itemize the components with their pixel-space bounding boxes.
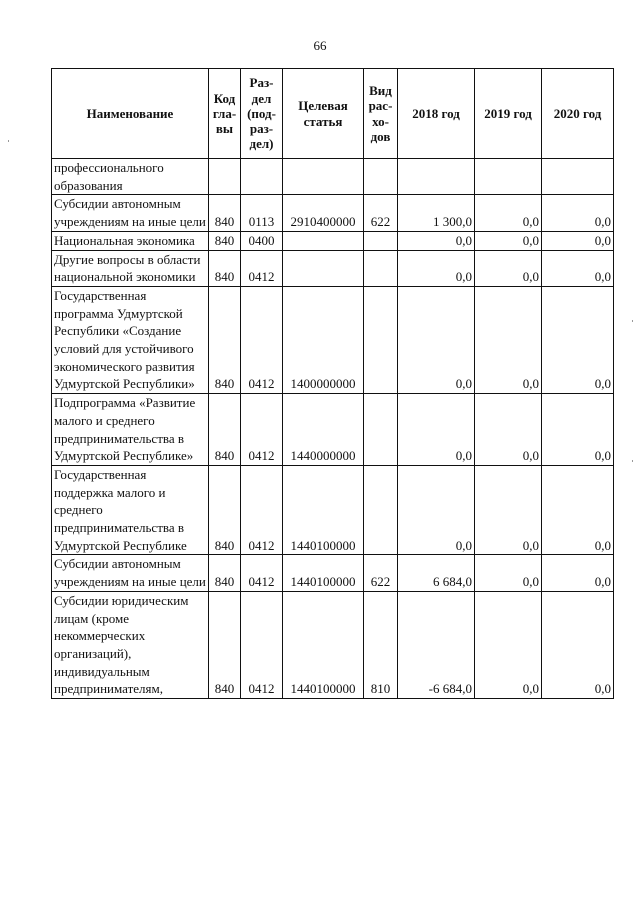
cell-chapter: 840 <box>209 591 241 698</box>
table-row <box>52 250 614 286</box>
header-2018: 2018 год <box>398 69 475 159</box>
cell-chapter: 840 <box>209 231 241 250</box>
cell-2020: 0,0 <box>542 591 614 698</box>
table-row <box>52 465 614 555</box>
cell-section: 0400 <box>241 231 283 250</box>
cell-expense <box>364 250 398 286</box>
cell-2018: 0,0 <box>398 394 475 466</box>
scan-mark-left <box>8 140 9 142</box>
cell-2019: 0,0 <box>475 465 542 555</box>
cell-expense: 622 <box>364 195 398 231</box>
cell-chapter: 840 <box>209 195 241 231</box>
cell-name: Субсидии автономным учреждениям на иные цели <box>52 195 209 231</box>
scan-mark-right-lower <box>632 460 633 462</box>
cell-expense <box>364 231 398 250</box>
table-row <box>52 286 614 393</box>
table-body <box>52 159 614 699</box>
cell-name: Субсидии юридическим лицам (кроме некоммерческих организаций), индивидуальным предпринимателям, <box>52 591 209 698</box>
cell-2019 <box>475 159 542 195</box>
cell-target <box>283 250 364 286</box>
cell-section: 0412 <box>241 465 283 555</box>
cell-target <box>283 159 364 195</box>
cell-section: 0412 <box>241 394 283 466</box>
cell-chapter: 840 <box>209 555 241 591</box>
cell-target: 1400000000 <box>283 286 364 393</box>
scan-mark-right <box>632 320 633 322</box>
cell-2020: 0,0 <box>542 195 614 231</box>
cell-section: 0412 <box>241 591 283 698</box>
cell-expense <box>364 286 398 393</box>
cell-name: Другие вопросы в области национальной экономики <box>52 250 209 286</box>
cell-2019: 0,0 <box>475 591 542 698</box>
cell-2019: 0,0 <box>475 250 542 286</box>
cell-section <box>241 159 283 195</box>
cell-2020: 0,0 <box>542 286 614 393</box>
header-target: Целевая статья <box>283 69 364 159</box>
cell-target: 1440100000 <box>283 555 364 591</box>
cell-name: Национальная экономика <box>52 231 209 250</box>
cell-expense <box>364 159 398 195</box>
header-name: Наименование <box>52 69 209 159</box>
budget-table <box>51 68 614 699</box>
cell-2020: 0,0 <box>542 555 614 591</box>
cell-2018: 0,0 <box>398 250 475 286</box>
cell-chapter <box>209 159 241 195</box>
cell-target: 2910400000 <box>283 195 364 231</box>
cell-chapter: 840 <box>209 286 241 393</box>
cell-name: Субсидии автономным учреждениям на иные цели <box>52 555 209 591</box>
cell-2019: 0,0 <box>475 555 542 591</box>
cell-target: 1440100000 <box>283 465 364 555</box>
table-row <box>52 195 614 231</box>
cell-section: 0113 <box>241 195 283 231</box>
cell-2019: 0,0 <box>475 231 542 250</box>
cell-name: Государственная программа Удмуртской Республики «Создание условий для устойчивого экономического развития Удмуртской Республики» <box>52 286 209 393</box>
cell-2020: 0,0 <box>542 394 614 466</box>
header-2020: 2020 год <box>542 69 614 159</box>
cell-2018: 0,0 <box>398 465 475 555</box>
cell-name: профессионального образования <box>52 159 209 195</box>
cell-2018: 0,0 <box>398 286 475 393</box>
cell-section: 0412 <box>241 555 283 591</box>
cell-2019: 0,0 <box>475 286 542 393</box>
cell-2018 <box>398 159 475 195</box>
cell-name: Государственная поддержка малого и среднего предпринимательства в Удмуртской Республике <box>52 465 209 555</box>
cell-section: 0412 <box>241 250 283 286</box>
cell-2018: 6 684,0 <box>398 555 475 591</box>
cell-target <box>283 231 364 250</box>
table-row <box>52 591 614 698</box>
cell-chapter: 840 <box>209 250 241 286</box>
header-row <box>52 69 614 159</box>
cell-2019: 0,0 <box>475 394 542 466</box>
header-expense: Вид рас-хо-дов <box>364 69 398 159</box>
cell-2020 <box>542 159 614 195</box>
cell-section: 0412 <box>241 286 283 393</box>
cell-expense: 622 <box>364 555 398 591</box>
cell-target: 1440100000 <box>283 591 364 698</box>
header-2019: 2019 год <box>475 69 542 159</box>
cell-2018: 1 300,0 <box>398 195 475 231</box>
cell-2020: 0,0 <box>542 250 614 286</box>
cell-2020: 0,0 <box>542 465 614 555</box>
cell-target: 1440000000 <box>283 394 364 466</box>
table-row <box>52 555 614 591</box>
table-header <box>52 69 614 159</box>
table-row <box>52 394 614 466</box>
cell-expense <box>364 394 398 466</box>
cell-chapter: 840 <box>209 465 241 555</box>
cell-2019: 0,0 <box>475 195 542 231</box>
cell-2018: -6 684,0 <box>398 591 475 698</box>
cell-name: Подпрограмма «Развитие малого и среднего предпринимательства в Удмуртской Республике» <box>52 394 209 466</box>
table-row <box>52 231 614 250</box>
table-row <box>52 159 614 195</box>
cell-2020: 0,0 <box>542 231 614 250</box>
header-section: Раз-дел (под-раз-дел) <box>241 69 283 159</box>
cell-expense <box>364 465 398 555</box>
header-chapter: Код гла-вы <box>209 69 241 159</box>
cell-expense: 810 <box>364 591 398 698</box>
cell-2018: 0,0 <box>398 231 475 250</box>
cell-chapter: 840 <box>209 394 241 466</box>
page-number: 66 <box>313 38 327 53</box>
